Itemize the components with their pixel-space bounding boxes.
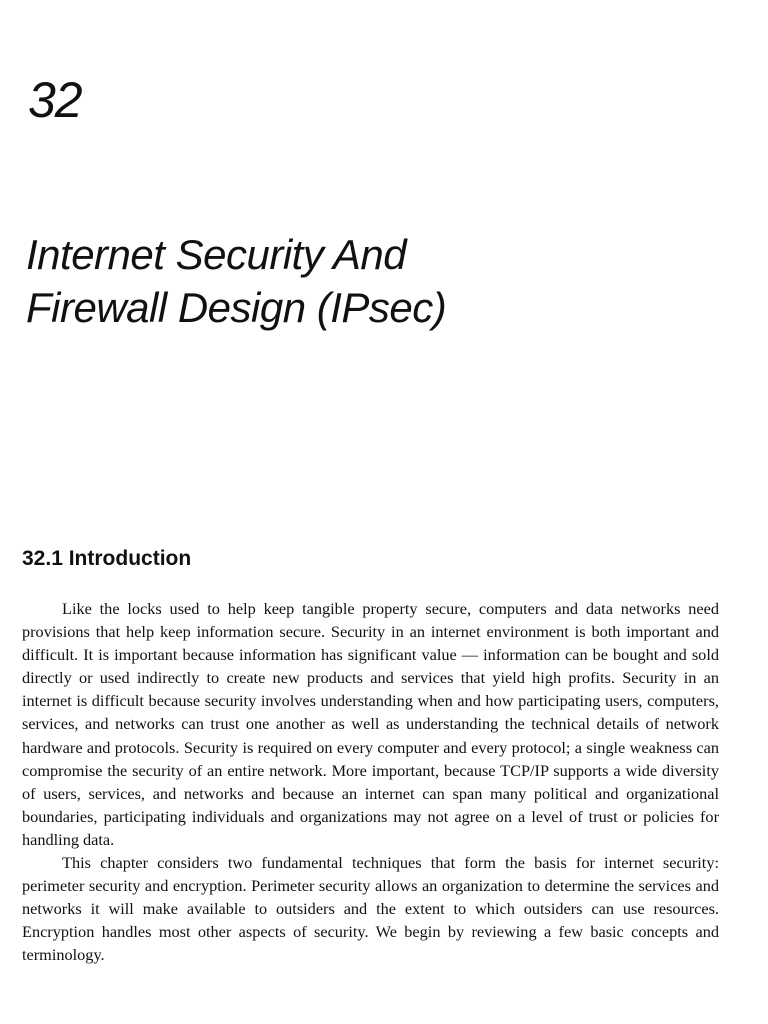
chapter-title-line-2: Firewall Design (IPsec) bbox=[26, 284, 447, 331]
paragraph-1: Like the locks used to help keep tangible property secure, computers and data networks need provisions that help keep information secure. Security in an internet environment is both important and difficult. It is important because information has significant value — information can be bought and sold directly or used indirectly to create new products and services that yield high profits. Security in an internet is difficult because security involves understanding when and how participating users, computers, services, and networks can trust one another as well as understanding the technical details of network hardware and protocols. Security is required on every computer and every protocol; a single weakness can compromise the security of an entire network. More important, because TCP/IP supports a wide diversity of users, services, and networks and because an internet can span many political and organizational boundaries, participating individuals and organizations may not agree on a level of trust or policies for handling data. bbox=[22, 599, 719, 849]
chapter-title-line-1: Internet Security And bbox=[26, 231, 407, 278]
chapter-title bbox=[26, 228, 726, 334]
section-heading: 32.1 Introduction bbox=[22, 547, 192, 570]
paragraph-2: This chapter considers two fundamental techniques that form the basis for internet security: perimeter security and encryption. Perimeter security allows an organization to determine the services and networks it will make available to outsiders and the extent to which outsiders can use resources. Encryption handles most other aspects of security. We begin by reviewing a few basic concepts and terminology. bbox=[22, 853, 719, 965]
body-text bbox=[22, 597, 719, 967]
chapter-number: 32 bbox=[28, 72, 82, 128]
